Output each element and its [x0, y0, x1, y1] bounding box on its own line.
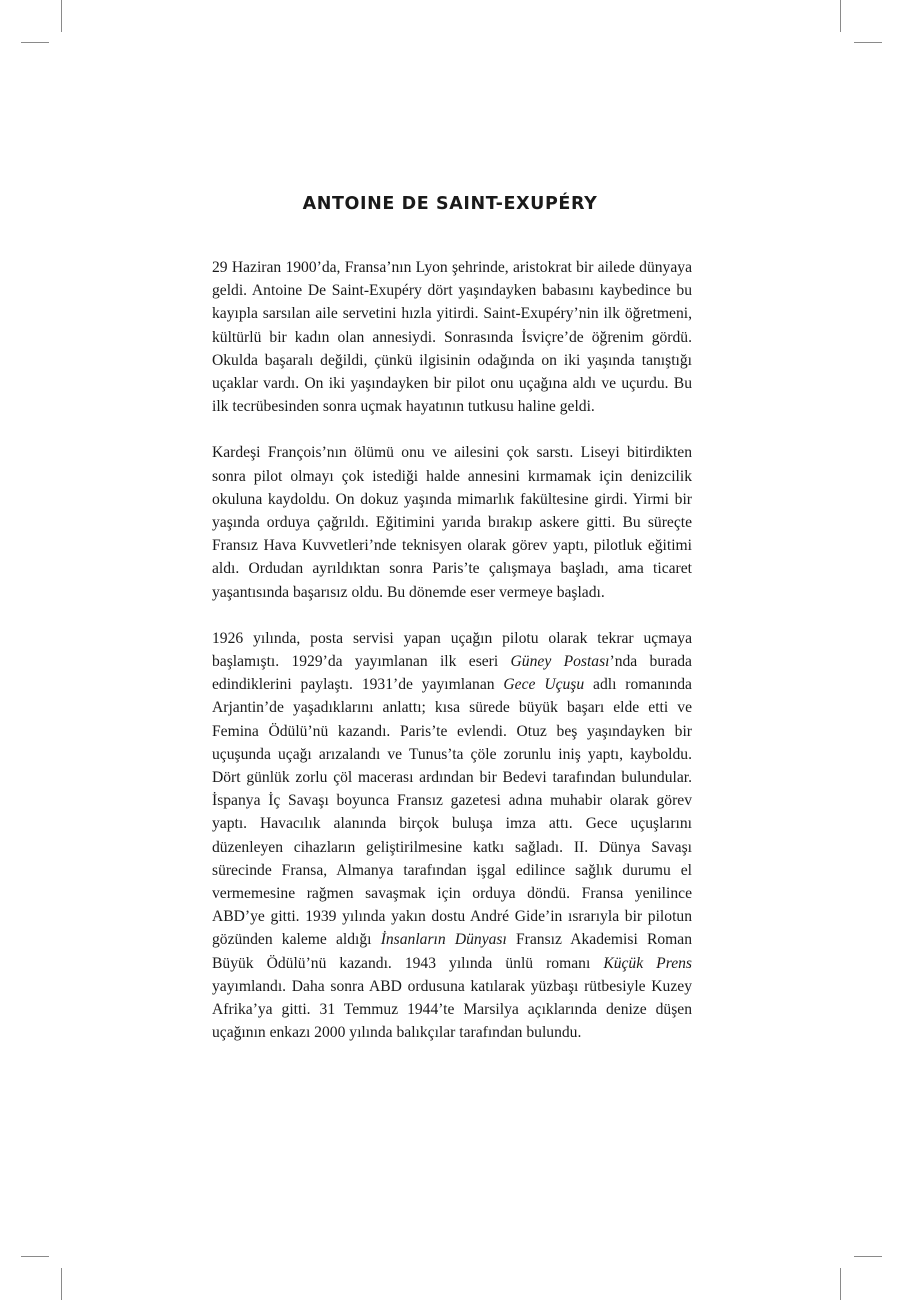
book-title-kucuk-prens: Küçük Prens: [603, 954, 692, 972]
paragraph-3-text: adlı romanında Arjantin’de yaşadıklarını anlattı; kısa sürede büyük başarı elde etti ve Femina Ödülü’nü kazandı. Paris’te evlendi. Otuz beş yaşındayken bir uçuşunda uçağı arızalandı ve Tunus’ta çöle zorunlu iniş yaptı, kayboldu. Dört günlük zorlu çöl macerası ardından bir Bedevi tarafından bulundular. İspanya İç Savaşı boyunca Fransız gazetesi adına muhabir olarak görev yaptı. Havacılık alanında birçok buluşa imza attı. Gece uçuşlarını düzenleyen cihazların geliştirilmesine katkı sağladı. II. Dünya Savaşı sürecinde Fransa, Almanya tarafından işgal edilince sağlık durumu el vermemesine rağmen savaşmak için orduya döndü. Fransa yenilince ABD’ye gitti. 1939 yılında yakın dostu André Gide’in ısrarıyla bir pilotun gözünden kaleme aldığı: [212, 676, 692, 949]
crop-mark-bottom-left-horizontal: [21, 1256, 49, 1257]
crop-mark-top-right-horizontal: [854, 42, 882, 43]
crop-mark-top-left-horizontal: [21, 42, 49, 43]
paragraph-1: 29 Haziran 1900’da, Fransa’nın Lyon şehrinde, aristokrat bir ailede dünyaya geldi. Antoine De Saint-Exupéry dört yaşındayken babasını kaybedince bu kayıpla sarsılan aile servetini hızla yitirdi. Saint-Exupéry’nin ilk öğretmeni, kültürlü bir kadın olan annesiydi. Sonrasında İsviçre’de öğrenim gördü. Okulda başaralı değildi, çünkü ilgisinin odağında on iki yaşında tanıştığı uçaklar vardı. On iki yaşındayken bir pilot onu uçağına aldı ve uçurdu. Bu ilk tecrübesinden sonra uçmak hayatının tutkusu haline geldi.: [212, 259, 692, 416]
crop-mark-top-right-vertical: [840, 0, 841, 32]
crop-mark-bottom-right-vertical: [840, 1268, 841, 1300]
page-title: ANTOINE DE SAINT-EXUPÉRY: [302, 194, 598, 214]
paragraph-3-text: 1926 yılında, posta servisi yapan uçağın pilotu olarak tekrar uçmaya başlamıştı. 1929’da yayımlanan ilk eseri: [212, 629, 692, 671]
book-title-gece-ucusu: Gece Uçuşu: [503, 676, 585, 694]
crop-mark-top-left-vertical: [61, 0, 62, 32]
biography-text: [212, 256, 692, 1068]
crop-mark-bottom-left-vertical: [61, 1268, 62, 1300]
paragraph-3-text: ’nda burada edindiklerini paylaştı. 1931’de yayımlanan: [212, 653, 692, 694]
book-title-insanlarin-dunyasi: İnsanların Dünyası: [380, 931, 507, 949]
paragraph-3-text: yayımlandı. Daha sonra ABD ordusuna katılarak yüzbaşı rütbesiyle Kuzey Afrika’ya gitti. 31 Temmuz 1944’te Marsilya açıklarında denize düşen uçağının enkazı 2000 yılında balıkçılar tarafından bulundu.: [212, 977, 692, 1042]
paragraph-2: Kardeşi François’nın ölümü onu ve ailesini çok sarstı. Liseyi bitirdikten sonra pilot olmayı çok istediği halde annesini kırmamak için denizcilik okuluna kaydoldu. On dokuz yaşında mimarlık fakültesine girdi. Yirmi bir yaşında orduya çağrıldı. Eğitimini yarıda bırakıp askere gitti. Bu süreçte Fransız Hava Kuvvetleri’nde teknisyen olarak görev yaptı, pilotluk eğitimi aldı. Ordudan ayrıldıktan sonra Paris’te çalışmaya başladı, ama ticaret yaşantısında başarısız oldu. Bu dönemde eser vermeye başladı.: [212, 444, 692, 601]
paragraph-3: [212, 627, 692, 1045]
crop-mark-bottom-right-horizontal: [854, 1256, 882, 1257]
book-title-guney-postasi: Güney Postası: [510, 653, 610, 671]
paragraph-3-text: Fransız Akademisi Roman Büyük Ödülü’nü kazandı. 1943 yılında ünlü romanı: [212, 931, 692, 972]
